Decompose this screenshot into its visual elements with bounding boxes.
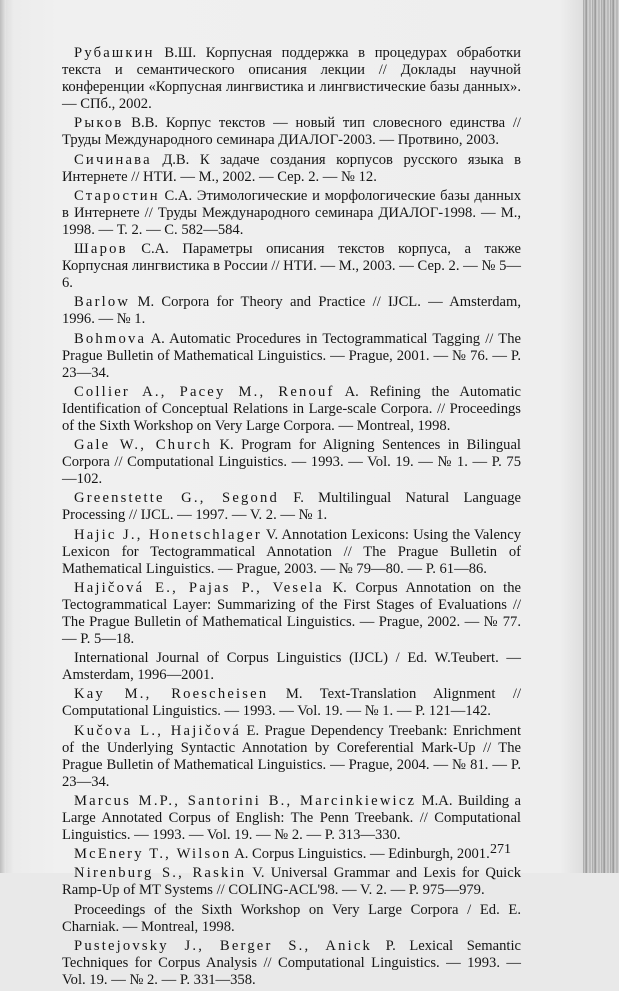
entry-text: F. Multilingual Natural Language Processing // IJCL. — 1997. — V. 2. — № 1. xyxy=(62,490,522,524)
bibliography-entry xyxy=(62,793,521,844)
entry-author: Сичинава xyxy=(74,151,152,168)
entry-author: Collier A., Pacey M., Renouf xyxy=(74,383,335,400)
entry-author: Gale W., Church xyxy=(74,437,212,454)
entry-author: Рыков xyxy=(74,115,124,132)
entry-author: Greenstette G., Segond xyxy=(74,490,280,507)
bibliography-entry xyxy=(62,723,521,791)
bibliography-entry xyxy=(62,865,521,899)
entry-author: Hajičová E., Pajas P., Vesela xyxy=(74,579,324,596)
bibliography-entry xyxy=(62,437,521,488)
bibliography-entry xyxy=(62,490,521,524)
bibliography-list xyxy=(62,45,521,991)
entry-text: В.В. Корпус текстов — новый тип словесного единства // Труды Международного семинара ДИАЛОГ-2003. — Протвино, 2003. xyxy=(62,115,521,149)
entry-text: Д.В. К задаче создания корпусов русского языка в Интернете // НТИ. — М., 2002. — Сер. 2. — № 12. xyxy=(62,151,521,185)
entry-text: V. Annotation Lexicons: Using the Valency Lexicon for Tectogrammatical Annotation // The Prague Bulletin of Mathematical Linguistics. — Prague, 2003. — № 79—80. — P. 61—86. xyxy=(62,526,521,577)
entry-author: Pustejovsky J., Berger S., Anick xyxy=(74,937,373,954)
entry-author: Шаров xyxy=(74,241,128,258)
bibliography-entry xyxy=(62,938,521,989)
bibliography-entry xyxy=(62,45,521,113)
entry-text: С.А. Параметры описания текстов корпуса, а также Корпусная лингвистика в России // НТИ. — М., 2003. — Сер. 2. — № 5—6. xyxy=(62,241,521,292)
bibliography-entry xyxy=(62,580,521,648)
bibliography-entry xyxy=(62,650,521,684)
entry-text: P. Lexical Semantic Techniques for Corpus Analysis // Computational Linguistics. — 1993. — Vol. 19. — № 2. — P. 331—358. xyxy=(62,937,521,988)
entry-text: M. Text-Translation Alignment // Computational Linguistics. — 1993. — Vol. 19. — № 1. — P. 121—142. xyxy=(62,686,522,720)
entry-text: В.Ш. Корпусная поддержка в процедурах обработки текста и семантического описания лекции // Доклады научной конференции «Корпусная лингвистика и лингвистические базы данных». — СПб., 2002. xyxy=(62,45,521,113)
entry-author: Barlow xyxy=(74,294,131,311)
entry-text: International Journal of Corpus Linguistics (IJCL) / Ed. W.Teubert. — Amsterdam, 1996—2001. xyxy=(62,650,521,684)
entry-author: Nirenburg S., Raskin xyxy=(74,865,247,882)
bibliography-entry xyxy=(62,152,521,186)
entry-text: A. Refining the Automatic Identification of Conceptual Relations in Large-scale Corpora. // Proceedings of the Sixth Workshop on Very Large Corpora. — Montreal, 1998. xyxy=(62,383,521,434)
bibliography-entry xyxy=(62,846,521,863)
entry-author: Hajic J., Honetschlager xyxy=(74,526,262,543)
entry-author: McEnery T., Wilson xyxy=(74,846,232,863)
entry-text: E. Prague Dependency Treebank: Enrichment of the Underlying Syntactic Annotation by Coreferential Mark-Up // The Prague Bulletin of Mathematical Linguistics. — Prague, 2004. — № 81. — P. 23—34. xyxy=(62,722,521,790)
entry-author: Kay M., Roescheisen xyxy=(74,686,269,703)
entry-author: Bohmova xyxy=(74,330,147,347)
bibliography-entry xyxy=(62,902,521,936)
bibliography-entry xyxy=(62,686,521,720)
entry-text: M.A. Building a Large Annotated Corpus of English: The Penn Treebank. // Computational Linguistics. — 1993. — Vol. 19. — № 2. — P. 313—330. xyxy=(62,792,521,844)
entry-text: V. Universal Grammar and Lexis for Quick Ramp-Up of MT Systems // COLING-ACL'98. — V. 2. — P. 975—979. xyxy=(62,865,521,899)
bibliography-entry xyxy=(62,384,521,435)
bibliography-entry xyxy=(62,188,521,239)
entry-text: С.А. Этимологические и морфологические базы данных в Интернете // Труды Международного семинара ДИАЛОГ-1998. — М., 1998. — Т. 2. — С. 582—584. xyxy=(62,187,521,238)
entry-text: A. Automatic Procedures in Tectogrammatical Tagging // The Prague Bulletin of Mathematical Linguistics. — Prague, 2001. — № 76. — P. 23—34. xyxy=(62,330,521,381)
entry-text: K. Corpus Annotation on the Tectogrammatical Layer: Summarizing of the First Stages of Evaluations // The Prague Bulletin of Mathematical Linguistics. — Prague, 2002. — № 77. — P. 5—18. xyxy=(62,579,521,648)
entry-text: K. Program for Aligning Sentences in Bilingual Corpora // Computational Linguistics. — 1993. — Vol. 19. — № 1. — P. 75—102. xyxy=(62,437,521,488)
bibliography-entry xyxy=(62,241,521,292)
bibliography-entry xyxy=(62,294,521,328)
entry-text: A. Corpus Linguistics. — Edinburgh, 2001. xyxy=(231,846,490,863)
page-left-edge xyxy=(0,0,6,873)
bibliography-entry xyxy=(62,115,521,149)
book-spine-edge xyxy=(583,0,619,873)
bibliography-entry xyxy=(62,331,521,382)
entry-text: Proceedings of the Sixth Workshop on Very Large Corpora / Ed. E. Charniak. — Montreal, 1998. xyxy=(62,901,521,935)
entry-author: Kučova L., Hajičová xyxy=(74,722,242,739)
entry-text: M. Corpora for Theory and Practice // IJCL. — Amsterdam, 1996. — № 1. xyxy=(62,294,521,328)
entry-author: Рубашкин xyxy=(74,45,155,61)
entry-author: Старостин xyxy=(74,187,160,204)
bibliography-entry xyxy=(62,527,521,578)
entry-author: Marcus M.P., Santorini B., Marcinkiewicz xyxy=(74,792,417,809)
page-number: 271 xyxy=(490,842,511,857)
